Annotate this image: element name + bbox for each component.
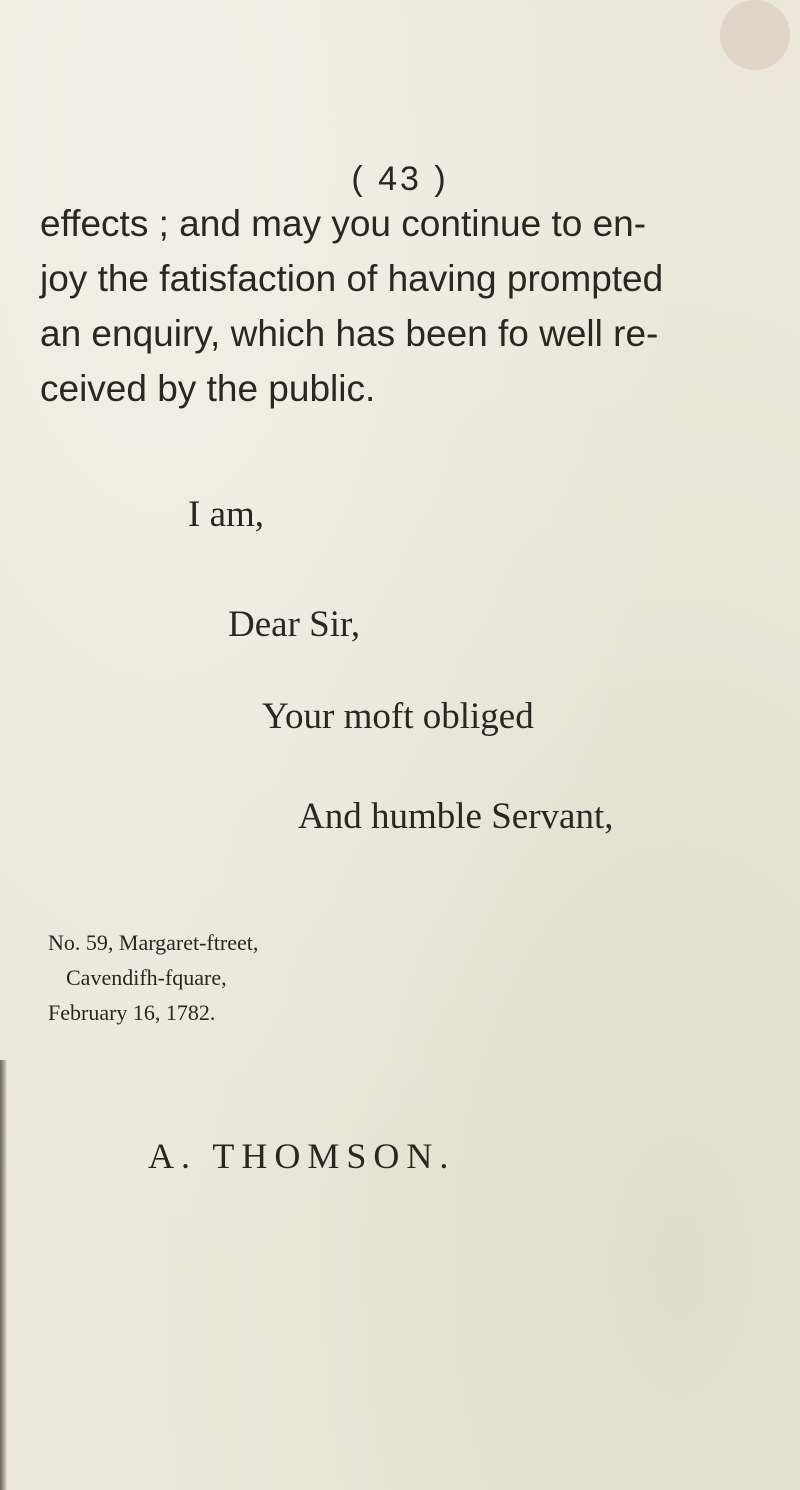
address-street: No. 59, Margaret-ftreet, bbox=[48, 930, 259, 955]
closing-i-am: I am, bbox=[188, 494, 265, 535]
body-line: joy the fatisfaction of having prompted bbox=[40, 258, 664, 299]
address-square: Cavendifh-fquare, bbox=[66, 965, 227, 990]
body-line: an enquiry, which has been fo well re- bbox=[40, 313, 659, 354]
letter-body bbox=[40, 196, 780, 416]
body-line: effects ; and may you continue to en- bbox=[40, 203, 647, 244]
address-date: February 16, 1782. bbox=[48, 1000, 216, 1025]
signature: A. THOMSON. bbox=[148, 1136, 456, 1176]
page-number: ( 43 ) bbox=[351, 160, 449, 198]
paper-stain bbox=[720, 0, 790, 70]
closing-obliged: Your moft obliged bbox=[262, 696, 534, 737]
page-binding-edge bbox=[0, 1060, 7, 1490]
closing-servant: And humble Servant, bbox=[298, 796, 614, 837]
closing-salutation: Dear Sir, bbox=[228, 604, 361, 645]
body-line: ceived by the public. bbox=[40, 368, 376, 409]
